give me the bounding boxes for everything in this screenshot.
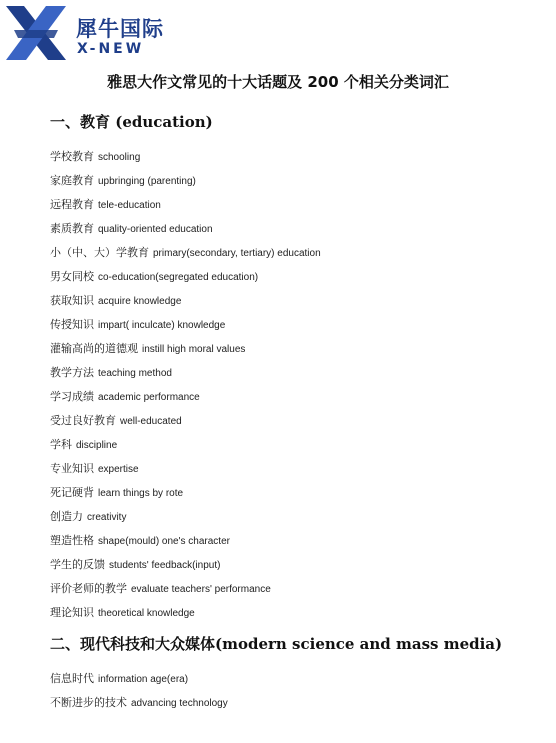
- vocab-list-education: [50, 146, 321, 626]
- list-item: [50, 530, 321, 554]
- term-zh: 不断进步的技术: [50, 696, 127, 709]
- term-zh: 家庭教育: [50, 174, 94, 187]
- term-zh: 获取知识: [50, 294, 94, 307]
- list-item: [50, 668, 228, 692]
- term-zh: 理论知识: [50, 606, 94, 619]
- list-item: [50, 170, 321, 194]
- list-item: [50, 362, 321, 386]
- term-en: information age(era): [98, 674, 189, 685]
- term-zh: 塑造性格: [50, 534, 94, 547]
- term-zh: 远程教育: [50, 198, 94, 211]
- logo-text-cn: 犀牛国际: [76, 17, 164, 41]
- term-en: expertise: [98, 464, 139, 475]
- term-en: acquire knowledge: [98, 296, 182, 307]
- vocab-list-science-media: [50, 668, 228, 716]
- term-en: quality-oriented education: [98, 224, 213, 235]
- term-en: teaching method: [98, 368, 172, 379]
- term-en: advancing technology: [131, 698, 228, 709]
- term-en: upbringing (parenting): [98, 176, 196, 187]
- list-item: [50, 506, 321, 530]
- term-en: theoretical knowledge: [98, 608, 195, 619]
- term-en: discipline: [76, 440, 118, 451]
- term-en: academic performance: [98, 392, 200, 403]
- term-zh: 受过良好教育: [50, 414, 116, 427]
- list-item: [50, 242, 321, 266]
- term-en: well-educated: [120, 416, 182, 427]
- term-zh: 小（中、大）学教育: [50, 246, 149, 259]
- term-zh: 学习成绩: [50, 390, 94, 403]
- term-zh: 学生的反馈: [50, 558, 105, 571]
- term-en: co-education(segregated education): [98, 272, 259, 283]
- list-item: [50, 290, 321, 314]
- section-heading-education: 一、教育 (education): [50, 113, 213, 131]
- list-item: [50, 692, 228, 716]
- term-en: tele-education: [98, 200, 161, 211]
- logo-text-en: X-NEW: [77, 41, 145, 57]
- term-en: shape(mould) one's character: [98, 536, 230, 547]
- term-en: learn things by rote: [98, 488, 184, 499]
- list-item: [50, 578, 321, 602]
- list-item: [50, 602, 321, 626]
- term-zh: 学校教育: [50, 150, 94, 163]
- term-zh: 学科: [50, 438, 72, 451]
- list-item: [50, 266, 321, 290]
- term-en: schooling: [98, 152, 141, 163]
- list-item: [50, 194, 321, 218]
- term-en: students' feedback(input): [109, 560, 221, 571]
- list-item: [50, 338, 321, 362]
- term-en: instill high moral values: [142, 344, 246, 355]
- list-item: [50, 386, 321, 410]
- term-zh: 教学方法: [50, 366, 94, 379]
- list-item: [50, 410, 321, 434]
- list-item: [50, 458, 321, 482]
- document-title: 雅思大作文常见的十大话题及 200 个相关分类词汇: [107, 73, 449, 91]
- list-item: [50, 554, 321, 578]
- term-zh: 男女同校: [50, 270, 94, 283]
- logo: [4, 4, 164, 62]
- section-heading-science-media: 二、现代科技和大众媒体(modern science and mass media): [50, 635, 503, 653]
- term-zh: 专业知识: [50, 462, 94, 475]
- list-item: [50, 314, 321, 338]
- term-zh: 死记硬背: [50, 486, 94, 499]
- list-item: [50, 434, 321, 458]
- term-zh: 创造力: [50, 510, 83, 523]
- x-logo-icon: [4, 4, 68, 62]
- term-zh: 评价老师的教学: [50, 582, 127, 595]
- term-zh: 信息时代: [50, 672, 94, 685]
- list-item: [50, 218, 321, 242]
- term-zh: 传授知识: [50, 318, 94, 331]
- term-en: impart( inculcate) knowledge: [98, 320, 226, 331]
- list-item: [50, 146, 321, 170]
- term-zh: 灌输高尚的道德观: [50, 342, 138, 355]
- term-en: evaluate teachers' performance: [131, 584, 271, 595]
- term-en: primary(secondary, tertiary) education: [153, 248, 321, 259]
- term-zh: 素质教育: [50, 222, 94, 235]
- term-en: creativity: [87, 512, 127, 523]
- list-item: [50, 482, 321, 506]
